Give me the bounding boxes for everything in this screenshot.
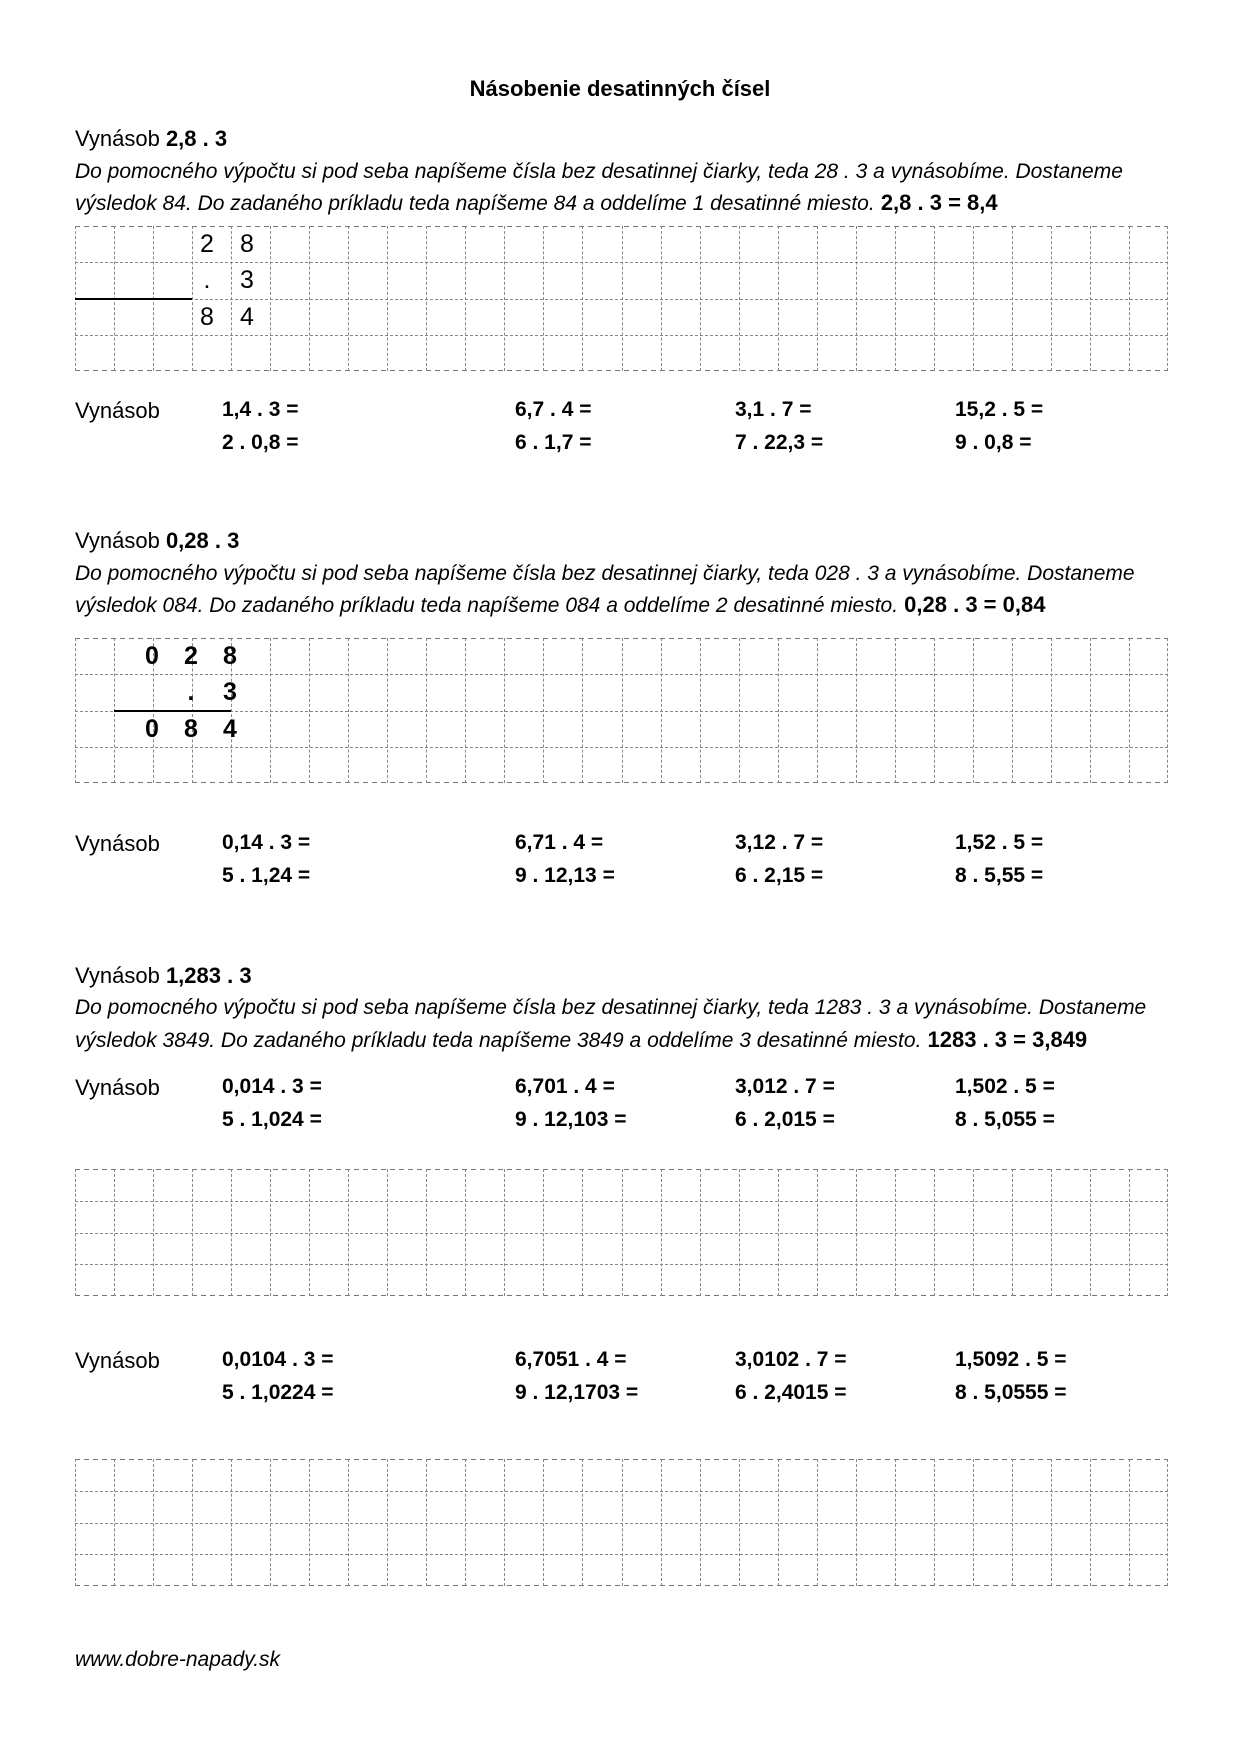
- calc1-result-line: [75, 298, 192, 300]
- grid-column-line: [778, 638, 779, 783]
- grid-column-line: [543, 1169, 544, 1296]
- exercise3-label: Vynásob: [75, 1075, 160, 1100]
- grid-column-line: [1090, 1459, 1091, 1586]
- section3-result: 1283 . 3 = 3,849: [927, 1027, 1088, 1052]
- calc2-digit: 8: [223, 642, 237, 670]
- grid-column-line: [700, 638, 701, 783]
- grid-column-line: [1129, 226, 1130, 371]
- section4-work-grid: [75, 1459, 1168, 1586]
- section3-prefix: Vynásob: [75, 963, 160, 988]
- grid-column-line: [504, 638, 505, 783]
- grid-column-line: [1129, 638, 1130, 783]
- exercise3-item: 6 . 2,015 =: [735, 1108, 835, 1131]
- grid-column-line: [661, 1169, 662, 1296]
- exercise3-item: 0,014 . 3 =: [222, 1075, 322, 1098]
- grid-column-line: [895, 226, 896, 371]
- section3-work-grid: [75, 1169, 1168, 1296]
- exercise1-item: 15,2 . 5 =: [955, 398, 1044, 421]
- grid-column-line: [582, 638, 583, 783]
- calc1-digit: 8: [240, 230, 254, 258]
- exercise1-item: 6,7 . 4 =: [515, 398, 592, 421]
- section3-expression: 1,283 . 3: [165, 963, 252, 988]
- grid-column-line: [348, 1169, 349, 1296]
- grid-column-line: [387, 638, 388, 783]
- grid-column-line: [817, 226, 818, 371]
- grid-column-line: [622, 1459, 623, 1586]
- grid-column-line: [895, 638, 896, 783]
- grid-column-line: [543, 638, 544, 783]
- grid-column-line: [231, 1459, 232, 1586]
- grid-column-line: [309, 638, 310, 783]
- grid-column-line: [348, 1459, 349, 1586]
- section2-calc-grid: [75, 638, 1168, 783]
- exercise1-item: 1,4 . 3 =: [222, 398, 299, 421]
- grid-column-line: [661, 1459, 662, 1586]
- calc1-digit: 3: [240, 266, 254, 294]
- grid-column-line: [778, 226, 779, 371]
- grid-column-line: [465, 226, 466, 371]
- grid-column-line: [504, 226, 505, 371]
- calc1-operator: .: [203, 266, 211, 294]
- grid-column-line: [895, 1459, 896, 1586]
- grid-column-line: [817, 1169, 818, 1296]
- exercise4-item: 9 . 12,1703 =: [515, 1381, 639, 1404]
- calc2-digit: 8: [184, 715, 198, 743]
- exercise2-item: 0,14 . 3 =: [222, 831, 311, 854]
- grid-column-line: [1129, 1459, 1130, 1586]
- grid-column-line: [622, 226, 623, 371]
- exercise1-item: 2 . 0,8 =: [222, 431, 299, 454]
- section1-explanation-line2: [75, 190, 998, 216]
- grid-column-line: [856, 226, 857, 371]
- exercise3-item: 9 . 12,103 =: [515, 1108, 627, 1131]
- exercise3-item: 1,502 . 5 =: [955, 1075, 1055, 1098]
- grid-column-line: [387, 1169, 388, 1296]
- grid-column-line: [739, 638, 740, 783]
- grid-column-line: [1012, 226, 1013, 371]
- grid-column-line: [1051, 226, 1052, 371]
- grid-column-line: [114, 1459, 115, 1586]
- grid-column-line: [778, 1169, 779, 1296]
- grid-column-line: [1012, 1169, 1013, 1296]
- grid-column-line: [661, 226, 662, 371]
- calc2-digit: 4: [223, 715, 237, 743]
- grid-column-line: [739, 226, 740, 371]
- calc2-digit: 0: [145, 642, 159, 670]
- grid-column-line: [1012, 638, 1013, 783]
- section1-explanation-line1: Do pomocného výpočtu si pod seba napíšeme čísla bez desatinnej čiarky, teda 28 . 3 a vynásobíme. Dostaneme: [75, 160, 1123, 183]
- calc2-operator: .: [187, 678, 195, 706]
- section2-explanation-text: výsledok 084. Do zadaného príkladu teda napíšeme 084 a oddelíme 2 desatinné miesto.: [75, 594, 899, 617]
- grid-column-line: [1129, 1169, 1130, 1296]
- grid-column-line: [1090, 1169, 1091, 1296]
- grid-column-line: [934, 1169, 935, 1296]
- grid-column-line: [1167, 1169, 1168, 1296]
- grid-column-line: [465, 1169, 466, 1296]
- grid-column-line: [582, 226, 583, 371]
- grid-column-line: [465, 1459, 466, 1586]
- grid-column-line: [1167, 638, 1168, 783]
- section1-calc-grid: [75, 226, 1168, 371]
- calc2-digit: 3: [223, 678, 237, 706]
- grid-column-line: [504, 1459, 505, 1586]
- grid-column-line: [622, 1169, 623, 1296]
- exercise3-item: 5 . 1,024 =: [222, 1108, 322, 1131]
- section1-result: 2,8 . 3 = 8,4: [880, 190, 998, 215]
- exercise4-item: 3,0102 . 7 =: [735, 1348, 847, 1371]
- exercise2-label: Vynásob: [75, 831, 160, 856]
- exercise3-item: 8 . 5,055 =: [955, 1108, 1055, 1131]
- footer-url: www.dobre-napady.sk: [75, 1648, 281, 1671]
- page-title: Násobenie desatinných čísel: [469, 76, 771, 101]
- section1-heading: [75, 126, 227, 152]
- exercise1-item: 3,1 . 7 =: [735, 398, 812, 421]
- grid-column-line: [426, 226, 427, 371]
- exercise3-item: 3,012 . 7 =: [735, 1075, 835, 1098]
- grid-column-line: [622, 638, 623, 783]
- grid-column-line: [700, 1169, 701, 1296]
- calc2-digit: 2: [184, 642, 198, 670]
- grid-column-line: [661, 638, 662, 783]
- grid-column-line: [973, 226, 974, 371]
- exercise1-item: 6 . 1,7 =: [515, 431, 592, 454]
- grid-column-line: [934, 226, 935, 371]
- grid-column-line: [582, 1169, 583, 1296]
- grid-column-line: [973, 1169, 974, 1296]
- grid-column-line: [387, 226, 388, 371]
- grid-column-line: [75, 1459, 76, 1586]
- grid-column-line: [700, 1459, 701, 1586]
- section2-heading: [75, 528, 239, 554]
- calc1-digit: 4: [240, 303, 254, 331]
- exercise2-item: 6,71 . 4 =: [515, 831, 604, 854]
- grid-column-line: [543, 1459, 544, 1586]
- exercise4-item: 1,5092 . 5 =: [955, 1348, 1067, 1371]
- grid-column-line: [1051, 638, 1052, 783]
- section1-prefix: Vynásob: [75, 126, 160, 151]
- grid-column-line: [543, 226, 544, 371]
- grid-column-line: [1051, 1459, 1052, 1586]
- grid-column-line: [270, 638, 271, 783]
- grid-column-line: [426, 638, 427, 783]
- exercise4-item: 8 . 5,0555 =: [955, 1381, 1067, 1404]
- grid-column-line: [856, 1169, 857, 1296]
- grid-column-line: [231, 1169, 232, 1296]
- grid-column-line: [348, 226, 349, 371]
- grid-column-line: [1167, 1459, 1168, 1586]
- grid-column-line: [348, 638, 349, 783]
- section1-expression: 2,8 . 3: [165, 126, 228, 151]
- grid-column-line: [817, 1459, 818, 1586]
- grid-column-line: [387, 1459, 388, 1586]
- section2-expression: 0,28 . 3: [165, 528, 240, 553]
- section3-explanation-text: výsledok 3849. Do zadaného príkladu teda napíšeme 3849 a oddelíme 3 desatinné miesto.: [75, 1029, 922, 1052]
- section1-explanation-text: výsledok 84. Do zadaného príkladu teda napíšeme 84 a oddelíme 1 desatinné miesto.: [75, 192, 875, 215]
- grid-column-line: [1090, 638, 1091, 783]
- exercise4-item: 0,0104 . 3 =: [222, 1348, 334, 1371]
- exercise3-item: 6,701 . 4 =: [515, 1075, 615, 1098]
- grid-column-line: [778, 1459, 779, 1586]
- grid-column-line: [1167, 226, 1168, 371]
- calc1-digit: 2: [200, 230, 214, 258]
- exercise1-item: 7 . 22,3 =: [735, 431, 824, 454]
- grid-column-line: [856, 638, 857, 783]
- section2-result: 0,28 . 3 = 0,84: [904, 592, 1046, 617]
- grid-column-line: [309, 1169, 310, 1296]
- grid-column-line: [1051, 1169, 1052, 1296]
- grid-column-line: [153, 1169, 154, 1296]
- exercise4-item: 5 . 1,0224 =: [222, 1381, 334, 1404]
- grid-column-line: [934, 638, 935, 783]
- grid-column-line: [465, 638, 466, 783]
- section3-heading: [75, 963, 252, 989]
- grid-column-line: [739, 1459, 740, 1586]
- grid-column-line: [895, 1169, 896, 1296]
- exercise1-item: 9 . 0,8 =: [955, 431, 1032, 454]
- grid-column-line: [270, 226, 271, 371]
- exercise1-label: Vynásob: [75, 398, 160, 423]
- grid-column-line: [270, 1459, 271, 1586]
- grid-column-line: [973, 638, 974, 783]
- grid-column-line: [700, 226, 701, 371]
- grid-column-line: [75, 638, 76, 783]
- grid-column-line: [114, 1169, 115, 1296]
- exercise2-item: 1,52 . 5 =: [955, 831, 1044, 854]
- grid-column-line: [934, 1459, 935, 1586]
- exercise2-item: 8 . 5,55 =: [955, 864, 1044, 887]
- section3-explanation-line1: Do pomocného výpočtu si pod seba napíšeme čísla bez desatinnej čiarky, teda 1283 . 3 a vynásobíme. Dostaneme: [75, 996, 1147, 1019]
- grid-column-line: [192, 1169, 193, 1296]
- grid-column-line: [973, 1459, 974, 1586]
- section3-explanation-line2: [75, 1027, 1087, 1053]
- grid-column-line: [309, 1459, 310, 1586]
- grid-column-line: [426, 1459, 427, 1586]
- exercise2-item: 3,12 . 7 =: [735, 831, 824, 854]
- grid-column-line: [739, 1169, 740, 1296]
- grid-column-line: [582, 1459, 583, 1586]
- grid-column-line: [817, 638, 818, 783]
- calc2-digit: 0: [145, 715, 159, 743]
- exercise4-item: 6 . 2,4015 =: [735, 1381, 847, 1404]
- grid-column-line: [1090, 226, 1091, 371]
- grid-column-line: [504, 1169, 505, 1296]
- calc1-digit: 8: [200, 303, 214, 331]
- exercise2-item: 5 . 1,24 =: [222, 864, 311, 887]
- exercise2-item: 6 . 2,15 =: [735, 864, 824, 887]
- exercise4-item: 6,7051 . 4 =: [515, 1348, 627, 1371]
- section2-explanation-line2: [75, 592, 1045, 618]
- grid-column-line: [270, 1169, 271, 1296]
- exercise2-item: 9 . 12,13 =: [515, 864, 615, 887]
- grid-column-line: [309, 226, 310, 371]
- section2-explanation-line1: Do pomocného výpočtu si pod seba napíšeme čísla bez desatinnej čiarky, teda 028 . 3 a vynásobíme. Dostaneme: [75, 562, 1135, 585]
- exercise4-label: Vynásob: [75, 1348, 160, 1373]
- grid-column-line: [426, 1169, 427, 1296]
- grid-column-line: [192, 1459, 193, 1586]
- grid-column-line: [1012, 1459, 1013, 1586]
- grid-column-line: [153, 1459, 154, 1586]
- grid-column-line: [856, 1459, 857, 1586]
- section2-prefix: Vynásob: [75, 528, 160, 553]
- grid-column-line: [75, 1169, 76, 1296]
